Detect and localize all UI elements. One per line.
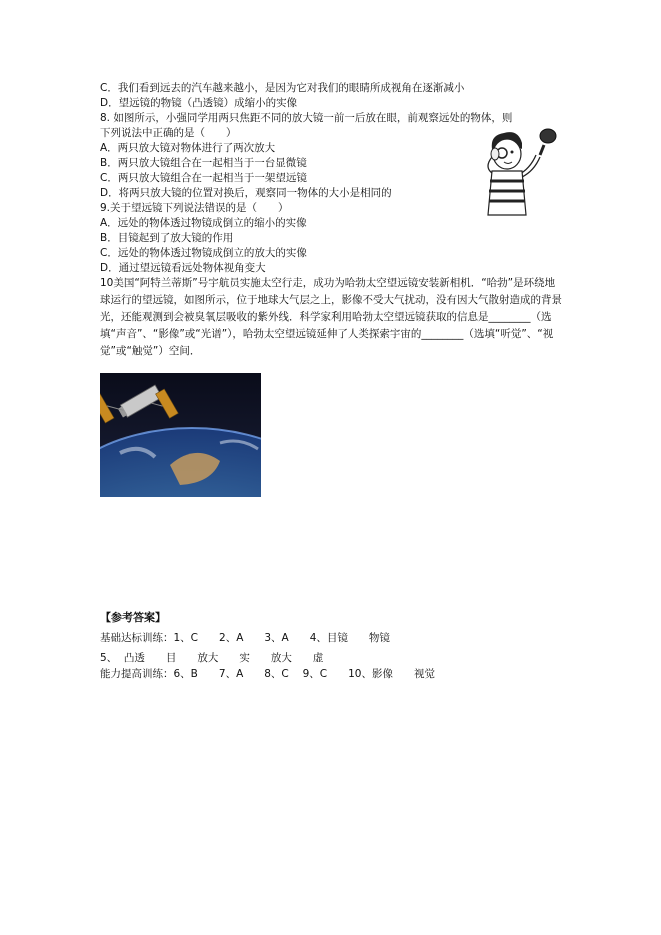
boy-with-magnifiers-illustration (478, 127, 563, 219)
q9-option-b: B．目镜起到了放大镜的作用 (100, 232, 234, 244)
q8-option-a: A．两只放大镜对物体进行了两次放大 (100, 142, 276, 154)
answers-title: 【参考答案】 (100, 611, 166, 624)
answers-advanced-row: 能力提高训练：6、B 7、A 8、C 9、C 10、影像 视觉 (100, 668, 435, 680)
q10-paragraph: 10美国“阿特兰蒂斯”号宇航员实施太空行走，成功为哈勃太空望远镜安装新相机．“哈勃”是环绕地球运行的望远镜，如图所示，位于地球大气层之上，影像不受大气扰动，没有因大气散射造成的背景光，还能观测到会被臭氧层吸收的紫外线．科学家利用哈勃太空望远镜获取的信息是________（选填“声音”、“影像”或“光谱”），哈勃太空望远镜延伸了人类探索宇宙的________（选填“听觉”、“视觉”或“触觉”）空间． (100, 277, 562, 357)
q8-stem: 8. 如图所示，小强同学用两只焦距不同的放大镜一前一后放在眼，前观察远处的物体，则 (100, 112, 513, 124)
q8-option-d: D．将两只放大镜的位置对换后，观察同一物体的大小是相同的 (100, 187, 392, 199)
q9-stem: 9.关于望远镜下列说法错误的是（ ） (100, 202, 289, 214)
q8-stem-cont: 下列说法中正确的是（ ） (100, 127, 237, 139)
q9-option-a: A．远处的物体透过物镜成倒立的缩小的实像 (100, 217, 307, 229)
q9-option-c: C．远处的物体透过物镜成倒立的放大的实像 (100, 247, 307, 259)
answers-basic-row: 基础达标训练：1、C 2、A 3、A 4、目镜 物镜 (100, 632, 390, 644)
q8-option-c: C．两只放大镜组合在一起相当于一架望远镜 (100, 172, 307, 184)
hubble-telescope-photo (100, 373, 261, 497)
answers-basic-row-2: 5、 凸透 目 放大 实 放大 虚 (100, 652, 324, 664)
q7-option-d: D．望远镜的物镜（凸透镜）成缩小的实像 (100, 97, 298, 109)
q8-option-b: B．两只放大镜组合在一起相当于一台显微镜 (100, 157, 307, 169)
q7-option-c: C．我们看到远去的汽车越来越小，是因为它对我们的眼睛所成视角在逐渐减小 (100, 82, 465, 94)
q9-option-d: D．通过望远镜看远处物体视角变大 (100, 262, 266, 274)
